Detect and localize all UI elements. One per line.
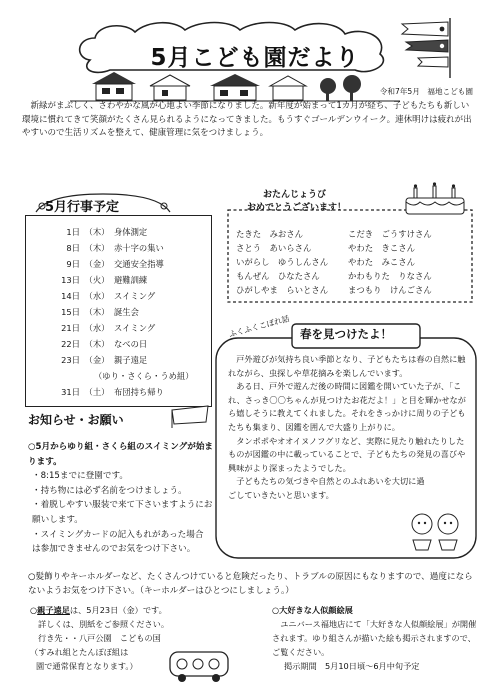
bus-icon [168, 648, 230, 684]
event-row [36, 242, 164, 254]
event-day: 21日 [61, 323, 80, 333]
events-table [25, 215, 212, 407]
event-name: スイミング [114, 291, 156, 301]
event-day: 13日 [61, 275, 80, 285]
event-day: 14日 [61, 291, 80, 301]
spring-story-title: 春を見つけたよ！ [300, 327, 392, 341]
event-weekday: （水） [84, 323, 110, 333]
date-organization: 令和7年5月 福地こども園 [379, 87, 473, 96]
birthday-names [236, 228, 476, 308]
event-weekday: （土） [84, 387, 110, 397]
event-row [36, 338, 147, 350]
keyholder-notice: ○髪飾りやキーホルダーなど、たくさんつけていると危険だったり、トラブルの原因にもなりますので、過度にならないようお気をつけ下さい。（キーホルダーはひとつにしましょう。） [28, 572, 473, 597]
event-day: 9日 [66, 259, 80, 269]
exhibit-heading: ○大好きな人似顔絵展 [272, 605, 353, 615]
spring-story-body [228, 353, 468, 503]
houses-illustration [70, 72, 400, 102]
birthday-name: もんぜん ひなたさん [236, 271, 320, 281]
swim-item: ・持ち物には必ず名前をつけましょう。 [32, 485, 187, 496]
event-weekday: （木） [84, 339, 110, 349]
event-row [36, 354, 147, 366]
event-row [36, 274, 147, 286]
event-weekday: （金） [84, 355, 110, 365]
koinobori-icon [388, 14, 458, 80]
swim-item: ・着脱しやすい服装で来て下さいますようにお願いします。 [32, 500, 213, 525]
exhibit-notice [272, 603, 477, 673]
birthday-name: たきた みおさん [236, 229, 303, 239]
event-name: 交通安全指導 [114, 259, 164, 269]
event-name: 布団持ち帰り [114, 387, 164, 397]
event-weekday: （金） [84, 259, 110, 269]
event-name: 避難訓練 [114, 275, 148, 285]
birthday-name: やわた みこさん [348, 257, 415, 267]
intro-text [22, 100, 474, 141]
event-weekday: （木） [84, 307, 110, 317]
event-name: 赤十字の集い [114, 243, 164, 253]
event-name: （ゆり・さくら・うめ組） [94, 371, 194, 381]
event-row [36, 306, 139, 318]
event-row-note [94, 370, 194, 382]
event-row [36, 322, 155, 334]
swim-item: ・スイミングカードの記入もれがあった場合は参加できませんのでお気をつけ下さい。 [32, 529, 204, 555]
event-row [36, 386, 164, 398]
event-weekday: （木） [84, 227, 110, 237]
notices-title: お知らせ・お願い [28, 413, 124, 427]
excursion-line: 詳しくは、別紙をご参照ください。 [38, 619, 170, 629]
event-day: 1日 [66, 227, 80, 237]
birthday-name: ひがしやま らいとさん [236, 285, 329, 295]
intro-paragraph: 新緑がまぶしく、さわやかな風が心地よい季節になりました。新年度が始まって1カ月が経ち、子どもたちも新しい環境に慣れてきて笑顔がたくさん見られるようになってきました。もうすぐゴールデンウイーク。連休明けは疲れが出やすいので生活リズムを整えて、健康管理に気をつけましょう。 [22, 101, 472, 138]
event-day: 31日 [61, 387, 80, 397]
birthday-name: やわた きこさん [348, 243, 415, 253]
event-row [36, 290, 155, 302]
birthday-name: いがらし ゆうしんさん [236, 257, 329, 267]
excursion-line: 行き先・・八戸公園 こどもの国 [38, 633, 161, 643]
event-name: スイミング [114, 323, 156, 333]
swim-item: ・8:15までに登園です。 [32, 471, 128, 482]
event-day: 22日 [61, 339, 80, 349]
event-name: なべの日 [114, 339, 148, 349]
birthday-name: かわもりた りなさん [348, 271, 432, 281]
excursion-heading: 親子遠足 [37, 605, 70, 615]
events-title: 5月行事予定 [45, 200, 120, 215]
spring-story-label: ふくふくこぼれ話 [227, 314, 291, 339]
event-weekday: （水） [84, 291, 110, 301]
event-name: 身体測定 [114, 227, 148, 237]
event-weekday: （火） [84, 275, 110, 285]
exhibit-line: 掲示期間 5月10日頃〜6月中旬予定 [284, 661, 420, 671]
excursion-notice: ○親子遠足は、5月23日（金）です。 詳しくは、別紙をご参照ください。 行き先・・八戸公園 こどもの国 （すみれ組とたんぽぽ組は 園で通常保育となります。） [30, 603, 220, 673]
event-day: 23日 [61, 355, 80, 365]
birthday-heading [247, 189, 346, 215]
event-row [36, 226, 147, 238]
birthday-heading-line2: おめでとうございます！ [247, 203, 347, 213]
page-title: 5月こども園だより [150, 45, 360, 71]
event-name: 誕生会 [114, 307, 139, 317]
event-weekday: （木） [84, 243, 110, 253]
spring-paragraph: ある日、戸外で遊んだ後の時間に図鑑を開いていた子が、「これ、さっき〇〇ちゃんが見つけたお花だよ！」と目を輝かせながら嬉しそうに教えてくれました。それをきっかけに周りの子どもたちも集まり、図鑑を囲んで大盛り上がりに。 [228, 381, 466, 432]
excursion-line: （すみれ組とたんぽぽ組は [30, 647, 129, 657]
excursion-line: 園で通常保育となります。） [36, 661, 138, 671]
birthday-name: こだき ごうすけさん [348, 229, 432, 239]
excursion-line: は、5月23日（金）です。 [69, 605, 167, 615]
birthday-name: まつもり けんごさん [348, 285, 432, 295]
event-name: 親子遠足 [114, 355, 148, 365]
event-day: 8日 [66, 243, 80, 253]
flag-banner-icon [170, 402, 210, 428]
spring-paragraph: タンポポやオオイヌノフグリなど、実際に見たり触れたりしたものが図鑑の中に載っていることで、子どもたちの発見の喜びや興味がより深まったようでした。 [228, 435, 466, 473]
birthday-heading-line1: おたんじょうび [263, 190, 327, 200]
birthday-name: さとう あいらさん [236, 243, 312, 253]
spring-paragraph: 戸外遊びが気持ち良い季節となり、子どもたちは春の自然に触れながら、虫探しや草花摘みを楽しんでいます。 [228, 354, 466, 378]
notices-body [28, 440, 213, 557]
exhibit-line: ユニバース福地店にて「大好きな人似顔絵展」が開催されます。ゆり組さんが描いた絵も掲示されますので、ご覧ください。 [272, 619, 477, 657]
spring-paragraph: 子どもたちの気づきや自然とのふれあいを大切に過ごしていきたいと思います。 [228, 476, 425, 500]
swim-heading: ○5月からゆり組・さくら組のスイミングが始まります。 [28, 442, 214, 467]
event-day: 15日 [61, 307, 80, 317]
event-row [36, 258, 164, 270]
